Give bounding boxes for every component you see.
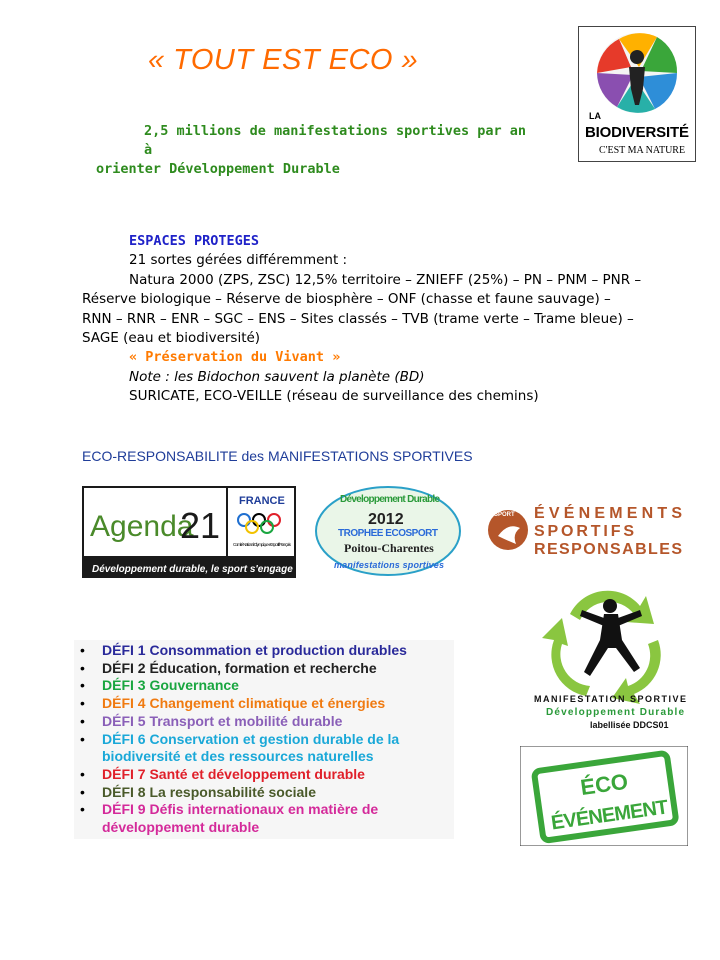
espaces-heading: ESPACES PROTEGES (129, 233, 260, 249)
defi-label: DÉFI 4 (102, 695, 146, 712)
defi-text: Santé et développement durable (149, 765, 365, 782)
agenda-tagline: Développement durable, le sport s'engage (92, 564, 293, 575)
eco-line-1: ÉCO (578, 768, 630, 801)
eco-line-2: ÉVÉNEMENT (549, 796, 670, 835)
evenements-line-2: SPORTIFS (534, 523, 634, 540)
espaces-proteges-section (82, 232, 642, 407)
defi-item (74, 801, 454, 836)
defi-label: DÉFI 5 (102, 712, 146, 729)
defi-item (74, 731, 454, 766)
suricate-line: SURICATE, ECO-VEILLE (réseau de surveillance des chemins) (129, 388, 539, 405)
manif-line-3: labellisée DDCS01 (590, 720, 669, 730)
defi-label: DÉFI 1 (102, 642, 146, 658)
defi-label: DÉFI 9 (102, 801, 146, 818)
defi-text: Transport et mobilité durable (149, 712, 343, 729)
trophee-region: Poitou-Charentes (344, 541, 434, 555)
manif-line-2: Développement Durable (546, 707, 684, 718)
sport-badge: SPORT (494, 512, 515, 518)
page-title: « TOUT EST ECO » (148, 44, 419, 76)
france-label: FRANCE (239, 495, 285, 507)
defi-label: DÉFI 2 (102, 659, 146, 676)
defi-item (74, 642, 454, 660)
agenda21-logo (82, 486, 296, 578)
defi-text: Changement climatique et énergies (149, 695, 386, 712)
agenda-number: 21 (180, 505, 221, 546)
biodiversite-word: BIODIVERSITÉ (585, 124, 689, 141)
biodiversite-tagline: C'EST MA NATURE (599, 145, 686, 156)
defi-item (74, 713, 454, 731)
evenements-line-3: RESPONSABLES (534, 541, 682, 558)
agenda-word: Agenda (90, 510, 194, 543)
espaces-count: 21 sortes gérées différemment : (129, 252, 348, 269)
defi-text: La responsabilité sociale (149, 783, 316, 800)
defi-text: Conservation et gestion durable de la biodiversité et des ressources naturelles (102, 730, 400, 765)
trophee-ecosport-logo (312, 484, 464, 578)
defi-text: Éducation, formation et recherche (149, 659, 377, 676)
subtitle-line-1: 2,5 millions de manifestations sportives par an à (144, 123, 527, 158)
eco-evenement-logo (520, 746, 688, 846)
defi-item (74, 677, 454, 695)
biodiversite-la: LA (589, 111, 601, 121)
defi-item (74, 660, 454, 678)
manif-line-1: MANIFESTATION SPORTIVE (534, 694, 686, 704)
defi-text: Gouvernance (149, 677, 239, 694)
eco-responsabilite-heading: ECO-RESPONSABILITE des MANIFESTATIONS SPORTIVES (82, 448, 473, 464)
bidochon-note: Note : les Bidochon sauvent la planète (BD) (129, 368, 425, 385)
espaces-list: Natura 2000 (ZPS, ZSC) 12,5% territoire – ZNIEFF (25%) – PN – PNM – PNR – Réserve biologique – Réserve de biosphère – ONF (chasse et faune sauvage) – RNN – RNR – ENR – SGC – ENS – Sites classés – TVB (trame verte – Trame bleue) – SAGE (eau et biodiversité) (82, 271, 642, 347)
defi-label: DÉFI 3 (102, 677, 146, 694)
trophee-bottom: manifestations sportives (334, 560, 444, 570)
trophee-top: Développement Durable (340, 494, 440, 505)
evenements-sportifs-logo (486, 498, 686, 560)
manifestation-sportive-logo (530, 584, 690, 734)
defis-list (74, 640, 454, 839)
preservation-vivant: « Préservation du Vivant » (129, 349, 341, 366)
biodiversite-logo (578, 26, 696, 162)
subtitle-line-2: orienter Développement Durable (96, 161, 340, 177)
defi-item (74, 695, 454, 713)
trophee-name: TROPHEE ECOSPORT (338, 528, 438, 539)
defi-text: Consommation et production durables (149, 642, 407, 658)
defi-text: Défis internationaux en matière de développement durable (102, 801, 379, 836)
cnosf-label: Comité National Olympique et Sportif Français (233, 542, 291, 547)
defi-label: DÉFI 6 (102, 730, 146, 747)
subtitle (96, 122, 536, 179)
defi-label: DÉFI 8 (102, 783, 146, 800)
evenements-line-1: ÉVÉNEMENTS (534, 505, 682, 522)
defi-item (74, 766, 454, 784)
defi-label: DÉFI 7 (102, 765, 146, 782)
trophee-year: 2012 (368, 511, 404, 528)
defi-item (74, 784, 454, 802)
